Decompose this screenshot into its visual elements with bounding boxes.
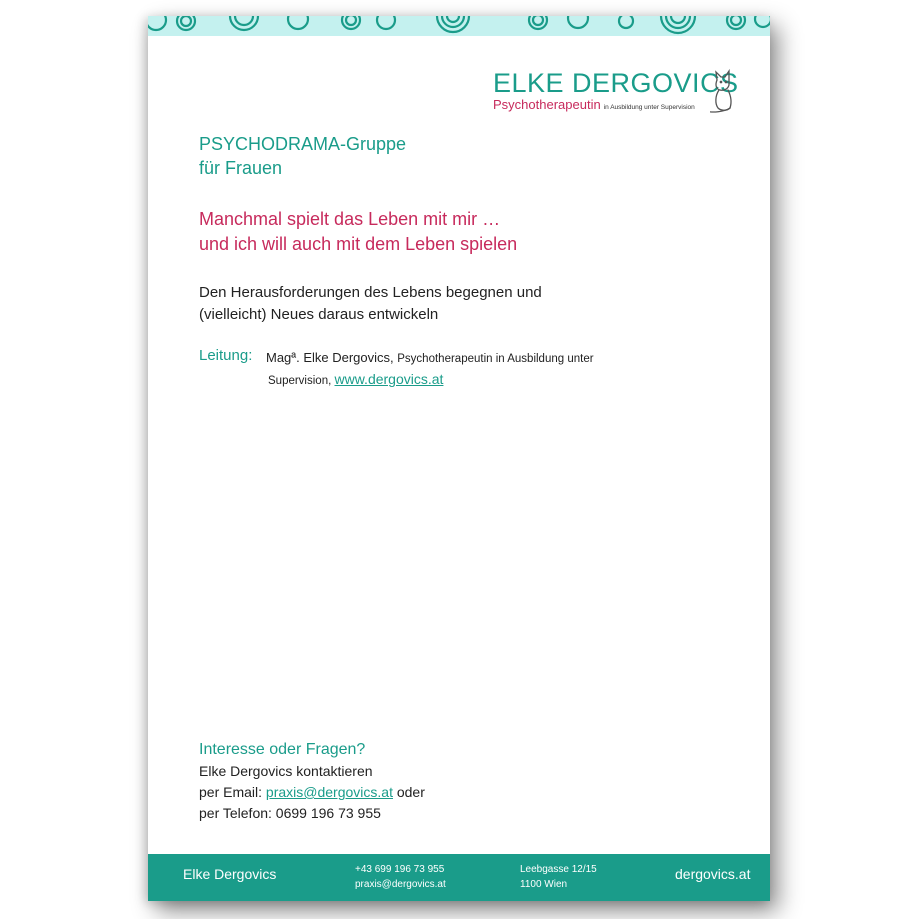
leitung-name: Magª. Elke Dergovics, bbox=[266, 350, 394, 365]
leitung-label: Leitung: bbox=[199, 347, 253, 364]
leitung-role-part-1: Psychotherapeutin in Ausbildung unter bbox=[397, 353, 594, 365]
leitung-line-2 bbox=[268, 371, 443, 387]
subtitle-line-1: Manchmal spielt das Leben mit mir … bbox=[199, 209, 501, 229]
logo-name: ELKE DERGOVICS bbox=[493, 68, 739, 98]
flyer-description bbox=[199, 282, 542, 326]
footer-bar bbox=[148, 854, 770, 901]
footer-website: dergovics.at bbox=[675, 866, 751, 882]
logo-profession-note: in Ausbildung unter Supervision bbox=[603, 104, 695, 111]
email-prefix: per Email: bbox=[199, 784, 263, 800]
contact-phone-line: per Telefon: 0699 196 73 955 bbox=[199, 805, 381, 821]
footer-address-column bbox=[520, 862, 597, 892]
contact-section bbox=[199, 739, 425, 824]
title-line-1: PSYCHODRAMA-Gruppe bbox=[199, 134, 407, 154]
cat-icon bbox=[710, 68, 736, 114]
circles-pattern bbox=[148, 16, 770, 36]
flyer-page bbox=[148, 16, 770, 901]
leitung-role-part-2: Supervision, bbox=[268, 375, 332, 387]
flyer-subtitle bbox=[199, 207, 517, 257]
contact-line-1: Elke Dergovics kontaktieren bbox=[199, 763, 373, 779]
website-link[interactable]: www.dergovics.at bbox=[334, 371, 444, 387]
email-suffix: oder bbox=[396, 784, 425, 800]
footer-city: 1100 Wien bbox=[520, 879, 568, 890]
leitung-line-1 bbox=[266, 350, 594, 365]
footer-contact-column bbox=[355, 862, 446, 892]
decorative-circle-band bbox=[148, 16, 770, 36]
description-line-1: Den Herausforderungen des Lebens begegnen und bbox=[199, 284, 542, 301]
footer-name: Elke Dergovics bbox=[183, 866, 277, 882]
email-link[interactable]: praxis@dergovics.at bbox=[265, 784, 393, 800]
footer-email: praxis@dergovics.at bbox=[355, 879, 446, 890]
contact-email-line bbox=[199, 782, 425, 803]
subtitle-line-2: und ich will auch mit dem Leben spielen bbox=[199, 234, 518, 254]
contact-heading: Interesse oder Fragen? bbox=[199, 741, 366, 758]
logo-profession: Psychotherapeutin bbox=[493, 97, 601, 112]
brand-logo bbox=[493, 68, 753, 116]
footer-street: Leebgasse 12/15 bbox=[520, 864, 597, 875]
logo-subtitle bbox=[493, 97, 695, 112]
description-line-2: (vielleicht) Neues daraus entwickeln bbox=[199, 306, 439, 323]
footer-phone: +43 699 196 73 955 bbox=[355, 864, 445, 875]
flyer-title bbox=[199, 132, 406, 180]
title-line-2: für Frauen bbox=[199, 158, 283, 178]
